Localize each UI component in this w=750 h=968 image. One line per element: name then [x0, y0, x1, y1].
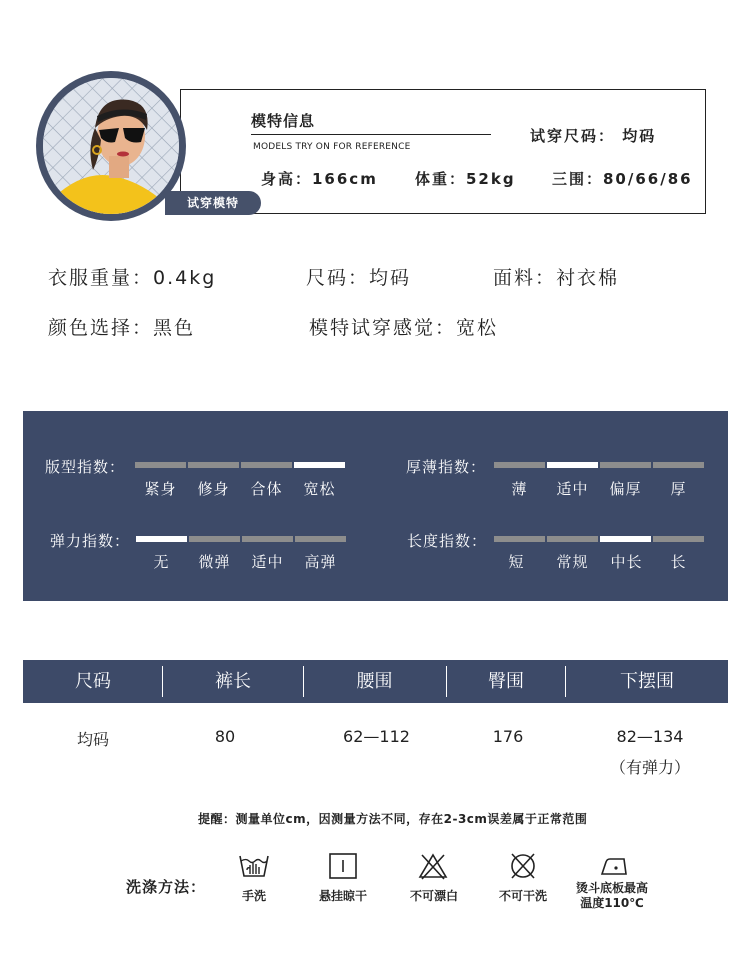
product-fabric: 面料：衬衣棉 — [493, 267, 620, 289]
care-label: 不可漂白 — [409, 889, 458, 903]
index-segment — [653, 462, 704, 468]
index-segment — [136, 536, 187, 542]
table-header-size: 尺码 — [75, 671, 111, 692]
table-header-length: 裤长 — [215, 671, 251, 692]
index-option: 紧身 — [144, 480, 177, 498]
model-measurements: 三围：80/66/86 — [552, 170, 693, 188]
iron-icon — [598, 852, 630, 880]
model-weight: 体重：52kg — [415, 170, 516, 188]
product-fit-feel: 模特试穿感觉：宽松 — [309, 317, 499, 339]
index-option: 高弹 — [304, 553, 337, 571]
care-label: 烫斗底板最高 — [575, 881, 648, 895]
index-option: 偏厚 — [609, 480, 642, 498]
table-header-waist: 腰围 — [356, 671, 393, 692]
model-info-subtitle: MODELS TRY ON FOR REFERENCE — [253, 142, 411, 152]
index-option: 合体 — [250, 480, 283, 498]
index-option: 修身 — [197, 480, 230, 498]
table-header-hip: 臀围 — [488, 671, 524, 692]
index-option: 薄 — [511, 480, 528, 498]
index-option: 长 — [670, 553, 687, 571]
index-option: 微弹 — [198, 553, 231, 571]
table-header-hem: 下摆围 — [620, 671, 674, 692]
index-option: 宽松 — [303, 480, 336, 498]
model-badge: 试穿模特 — [165, 191, 261, 215]
index-option: 无 — [153, 553, 170, 571]
trial-size: 试穿尺码： 均码 — [530, 127, 657, 145]
index-segment — [494, 462, 545, 468]
care-label: 手洗 — [241, 889, 266, 903]
index-segment — [600, 536, 651, 542]
table-cell-hem-note: （有弹力） — [609, 758, 690, 777]
index-segment — [241, 462, 292, 468]
no-dry-clean-icon — [507, 852, 539, 880]
index-option: 中长 — [610, 553, 643, 571]
table-cell-hem: 82—134 — [616, 727, 684, 746]
index-option: 常规 — [556, 553, 589, 571]
table-cell-hip: 176 — [492, 727, 524, 746]
table-cell-size: 均码 — [76, 730, 109, 749]
index-segment — [547, 536, 598, 542]
index-segment — [494, 536, 545, 542]
index-segment — [600, 462, 651, 468]
index-segment — [547, 462, 598, 468]
index-segment — [653, 536, 704, 542]
index-label-thickness: 厚薄指数： — [406, 458, 487, 476]
index-label-elasticity: 弹力指数： — [50, 532, 131, 550]
index-segment — [295, 536, 346, 542]
index-option: 适中 — [251, 553, 284, 571]
index-label-length: 长度指数： — [407, 532, 488, 550]
index-option: 适中 — [556, 480, 589, 498]
model-avatar — [43, 78, 179, 214]
title-divider — [251, 134, 491, 135]
care-label: 不可干洗 — [498, 889, 547, 903]
table-cell-length: 80 — [214, 727, 236, 746]
product-weight: 衣服重量：0.4kg — [48, 267, 217, 289]
index-option: 厚 — [670, 480, 687, 498]
index-segment — [188, 462, 239, 468]
care-label: 悬挂晾干 — [318, 889, 367, 903]
measurement-note: 提醒：测量单位cm，因测量方法不同，存在2-3cm误差属于正常范围 — [198, 812, 588, 826]
index-segment — [189, 536, 240, 542]
product-color: 颜色选择：黑色 — [48, 317, 196, 339]
no-bleach-icon — [417, 852, 449, 880]
index-option: 短 — [508, 553, 525, 571]
model-info-title: 模特信息 — [251, 112, 316, 130]
hang-dry-icon — [327, 852, 359, 880]
care-label: 温度110℃ — [580, 896, 644, 910]
product-size: 尺码：均码 — [306, 267, 412, 289]
index-segment — [294, 462, 345, 468]
index-segment — [242, 536, 293, 542]
model-photo-icon — [43, 78, 179, 214]
index-panel — [23, 411, 728, 601]
care-title: 洗涤方法： — [126, 878, 207, 896]
table-cell-waist: 62—112 — [343, 727, 410, 746]
hand-wash-icon — [238, 852, 270, 880]
index-label-fit: 版型指数： — [45, 458, 126, 476]
index-segment — [135, 462, 186, 468]
model-height: 身高：166cm — [261, 170, 378, 188]
